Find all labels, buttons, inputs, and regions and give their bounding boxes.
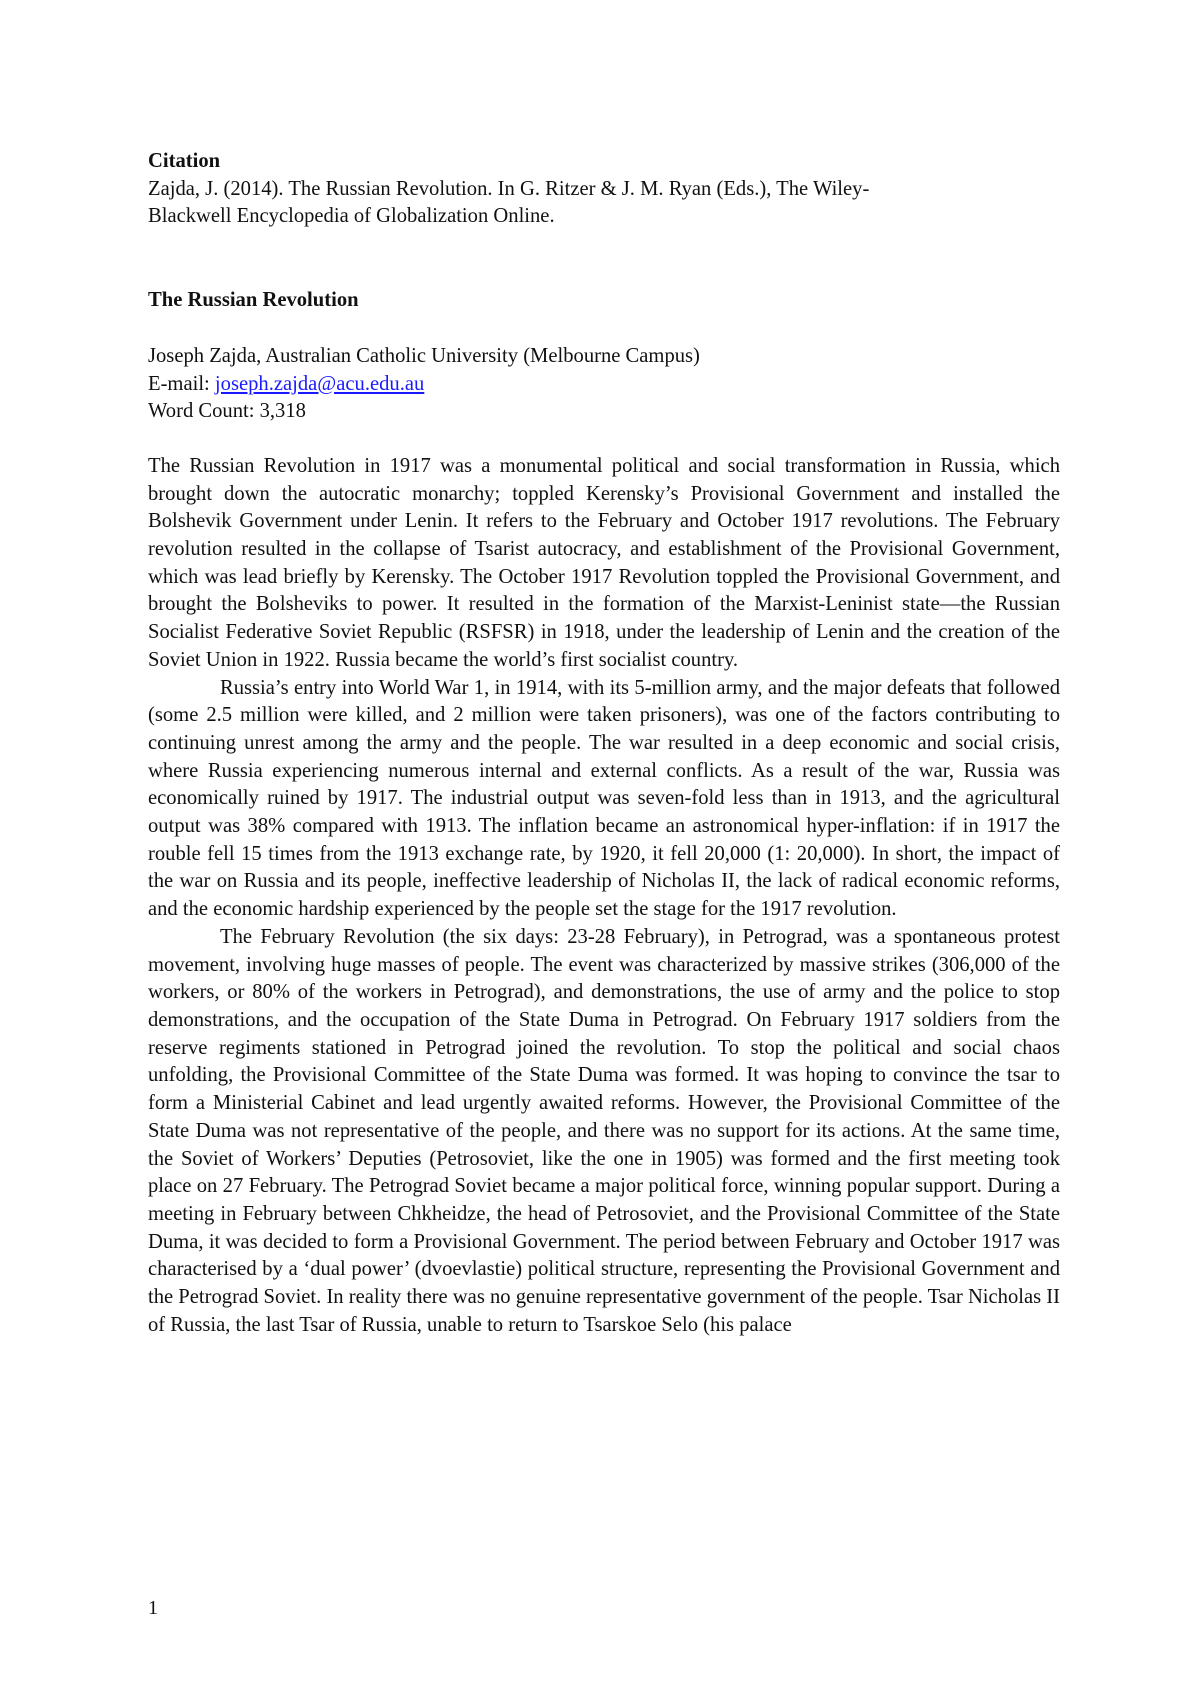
citation-line-1: Zajda, J. (2014). The Russian Revolution. In G. Ritzer & J. M. Ryan (Eds.), The Wiley-: [148, 177, 870, 200]
word-count: Word Count: 3,318: [148, 400, 306, 423]
citation-text: [148, 176, 1060, 231]
author-block: [148, 343, 1060, 426]
email-label: E-mail:: [148, 372, 215, 395]
email-link[interactable]: joseph.zajda@acu.edu.au: [214, 372, 425, 395]
article-title: The Russian Revolution: [148, 289, 359, 312]
email-line: [148, 371, 1060, 399]
paragraph-3: The February Revolution (the six days: 23-28 February), in Petrograd, was a spontaneous protest movement, involving huge masses of people. The event was characterized by massive strikes (306,000 of the workers, or 80% of the workers in Petrograd), and demonstrations, the use of army and the police to stop demonstrations, and the occupation of the State Duma in Petrograd. On February 1917 soldiers from the reserve regiments stationed in Petrograd joined the revolution. To stop the political and social chaos unfolding, the Provisional Committee of the State Duma was formed. It was hoping to convince the tsar to form a Ministerial Cabinet and lead urgently awaited reforms. However, the Provisional Committee of the State Duma was not representative of the people, and there was no support for its actions. At the same time, the Soviet of Workers’ Deputies (Petrosoviet, like the one in 1905) was formed and the first meeting took place on 27 February. The Petrograd Soviet became a major political force, winning popular support. During a meeting in February between Chkheidze, the head of Petrosoviet, and the Provisional Committee of the State Duma, it was decided to form a Provisional Government. The period between February and October 1917 was characterised by a ‘dual power’ (dvoevlastie) political structure, representing the Provisional Government and the Petrograd Soviet. In reality there was no genuine representative government of the people. Tsar Nicholas II of Russia, the last Tsar of Russia, unable to return to Tsarskoe Selo (his palace: [148, 925, 1061, 1336]
author-line: Joseph Zajda, Australian Catholic University (Melbourne Campus): [148, 344, 700, 367]
document-page: [148, 148, 1060, 1339]
citation-line-2: Blackwell Encyclopedia of Globalization Online.: [148, 205, 555, 228]
citation-heading: Citation: [148, 150, 221, 172]
paragraph-2: Russia’s entry into World War 1, in 1914, with its 5-million army, and the major defeats that followed (some 2.5 million were killed, and 2 million were taken prisoners), was one of the factors contributing to continuing unrest among the army and the people. The war resulted in a deep economic and social crisis, where Russia experiencing numerous internal and external conflicts. As a result of the war, Russia was economically ruined by 1917. The industrial output was seven-fold less than in 1913, and the agricultural output was 38% compared with 1913. The inflation became an astronomical hyper-inflation: if in 1917 the rouble fell 15 times from the 1913 exchange rate, by 1920, it fell 20,000 (1: 20,000). In short, the impact of the war on Russia and its people, ineffective leadership of Nicholas II, the lack of radical economic reforms, and the economic hardship experienced by the people set the stage for the 1917 revolution.: [148, 676, 1060, 921]
paragraph-1: The Russian Revolution in 1917 was a monumental political and social transformation in Russia, which brought down the autocratic monarchy; toppled Kerensky’s Provisional Government and installed the Bolshevik Government under Lenin. It refers to the February and October 1917 revolutions. The February revolution resulted in the collapse of Tsarist autocracy, and establishment of the Provisional Government, which was lead briefly by Kerensky. The October 1917 Revolution toppled the Provisional Government, and brought the Bolsheviks to power. It resulted in the formation of the Marxist-Leninist state—the Russian Socialist Federative Soviet Republic (RSFSR) in 1918, under the leadership of Lenin and the creation of the Soviet Union in 1922. Russia became the world’s first socialist country.: [148, 454, 1060, 671]
page-number: 1: [148, 1597, 158, 1619]
